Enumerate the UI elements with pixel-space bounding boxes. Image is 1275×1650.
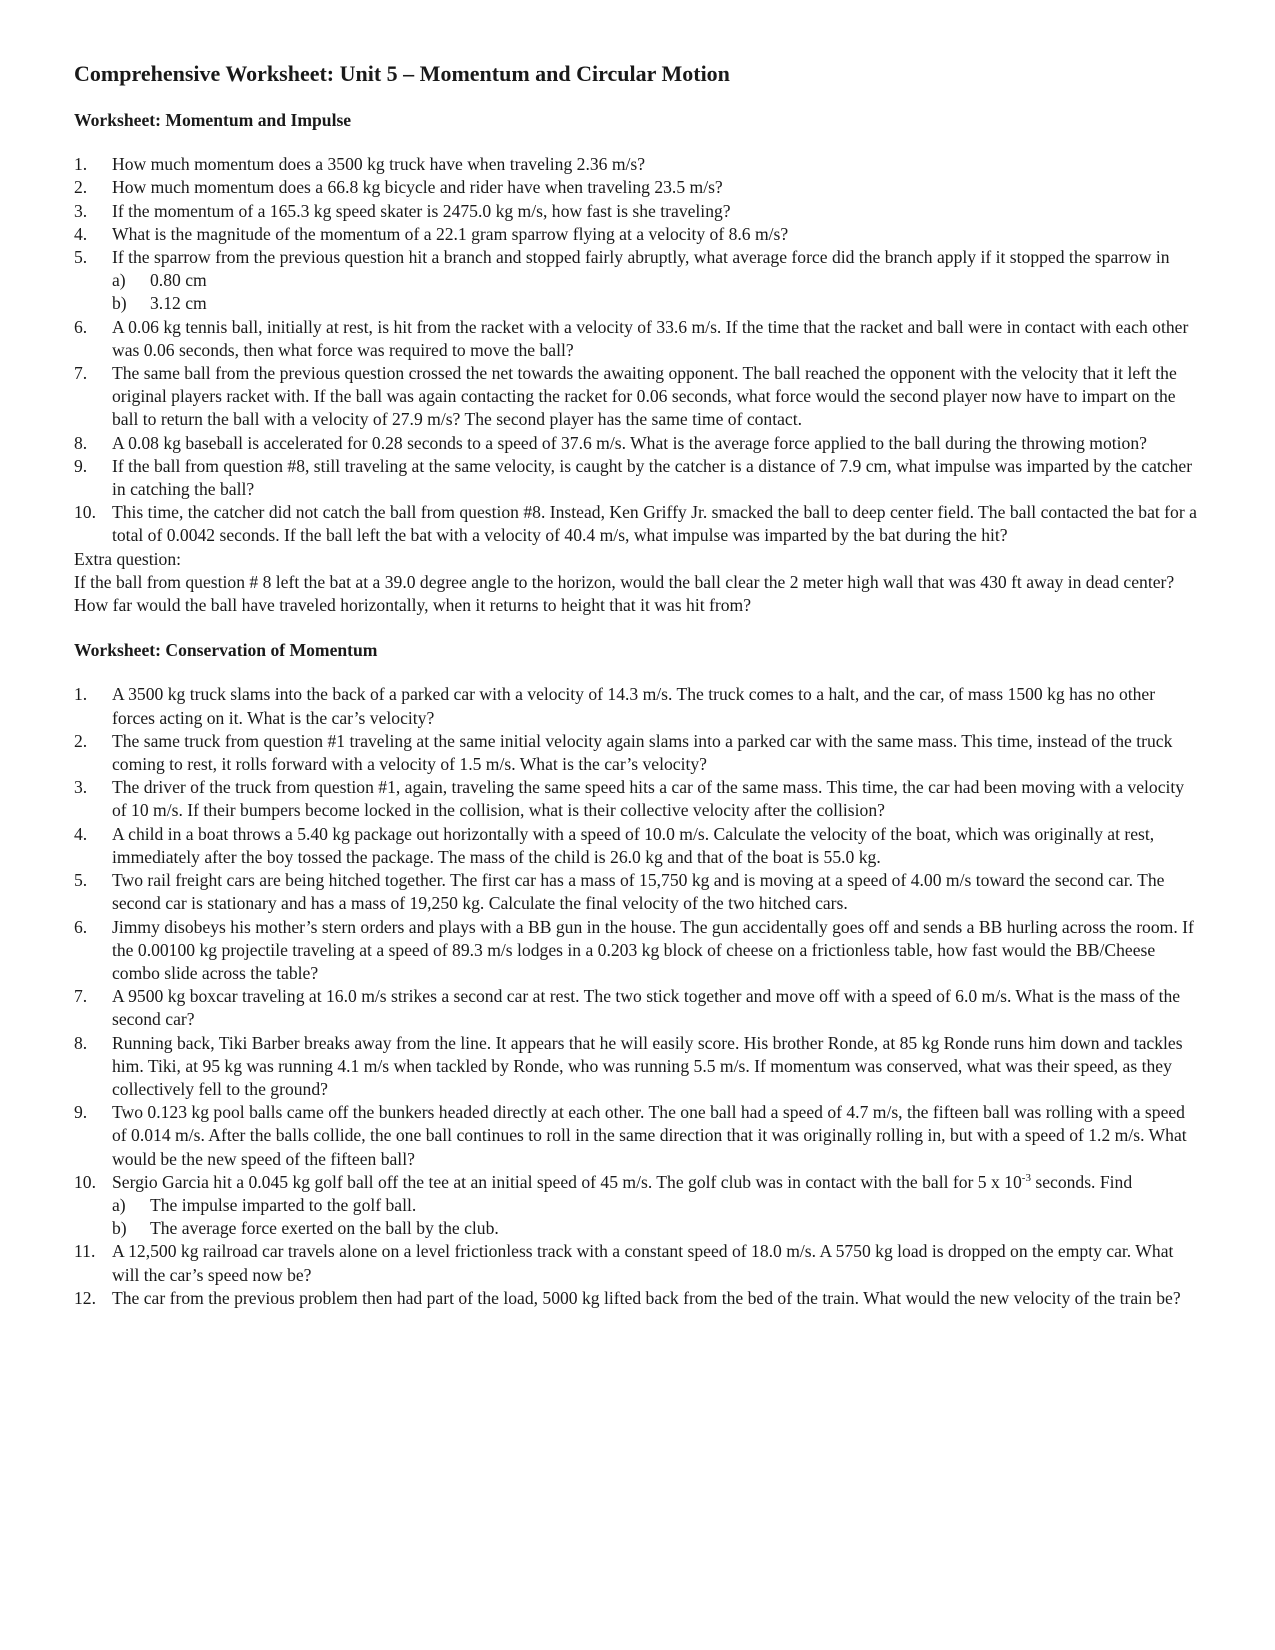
question-text: A 0.06 kg tennis ball, initially at rest, is hit from the racket with a velocity of 33.6 m/s. If the time that the racket and ball were in contact with each other was 0.06 seconds, then what force was required to move the ball? bbox=[112, 316, 1189, 360]
sub-question-label: b) bbox=[112, 1218, 127, 1239]
worksheet-content bbox=[74, 60, 1199, 1310]
question-number: 7. bbox=[74, 363, 88, 384]
question-number: 9. bbox=[74, 455, 88, 476]
question-text: The car from the previous problem then had part of the load, 5000 kg lifted back from the bed of the train. What would the new velocity of the train be? bbox=[112, 1287, 1181, 1308]
question-number: 4. bbox=[74, 823, 88, 844]
question-number: 5. bbox=[74, 870, 88, 891]
question-item bbox=[74, 730, 1199, 776]
question-item bbox=[74, 316, 1199, 362]
question-number: 7. bbox=[74, 986, 88, 1007]
sub-question-label: a) bbox=[112, 270, 126, 291]
extra-question-label: Extra question: bbox=[74, 548, 182, 569]
question-number: 2. bbox=[74, 177, 88, 198]
question-number: 1. bbox=[74, 154, 88, 175]
question-text: seconds. Find bbox=[1030, 1171, 1133, 1192]
question-number: 6. bbox=[74, 316, 88, 337]
sub-question-item bbox=[112, 1194, 1199, 1217]
question-item bbox=[74, 246, 1199, 316]
question-number: 2. bbox=[74, 730, 88, 751]
question-item bbox=[74, 1101, 1199, 1171]
question-text: A 3500 kg truck slams into the back of a parked car with a velocity of 14.3 m/s. The truck comes to a halt, and the car, of mass 1500 kg has no other forces acting on it. What is the car’s velocity? bbox=[112, 684, 1156, 728]
sub-question-text: The average force exerted on the ball by the club. bbox=[150, 1218, 499, 1239]
question-text: If the sparrow from the previous question hit a branch and stopped fairly abruptly, what average force did the branch apply if it stopped the sparrow in bbox=[112, 247, 1170, 268]
question-number: 4. bbox=[74, 223, 88, 244]
question-item bbox=[74, 1240, 1199, 1286]
page-title: Comprehensive Worksheet: Unit 5 – Momentum and Circular Motion bbox=[74, 61, 730, 86]
question-number: 8. bbox=[74, 1032, 88, 1053]
sub-question-item bbox=[112, 292, 1199, 315]
question-item bbox=[74, 916, 1199, 986]
question-item bbox=[74, 1287, 1199, 1310]
question-text: If the momentum of a 165.3 kg speed skater is 2475.0 kg m/s, how fast is she traveling? bbox=[112, 200, 731, 221]
sub-question-text: The impulse imparted to the golf ball. bbox=[150, 1194, 417, 1215]
question-text: The driver of the truck from question #1, again, traveling the same speed hits a car of the same mass. This time, the car had been moving with a velocity of 10 m/s. If their bumpers become locked in the collision, what is their collective velocity after the collision? bbox=[112, 777, 1185, 821]
question-text: Jimmy disobeys his mother’s stern orders and plays with a BB gun in the house. The gun accidentally goes off and sends a BB hurling across the room. If the 0.00100 kg projectile traveling at a speed of 89.3 m/s lodges in a 0.203 kg block of cheese on a frictionless table, how fast would the BB/Cheese combo slide across the table? bbox=[112, 916, 1194, 983]
question-item bbox=[74, 683, 1199, 729]
question-item bbox=[74, 501, 1199, 547]
sub-question-item bbox=[112, 269, 1199, 292]
sub-question-text: 3.12 cm bbox=[150, 293, 207, 314]
question-text: Two 0.123 kg pool balls came off the bunkers headed directly at each other. The one ball had a speed of 4.7 m/s, the fifteen ball was rolling with a speed of 0.014 m/s. After the balls collide, the one ball continues to roll in the same direction that it was originally rolling in, but with a speed of 1.2 m/s. What would be the new speed of the fifteen ball? bbox=[112, 1102, 1187, 1169]
section-heading-momentum-impulse: Worksheet: Momentum and Impulse bbox=[74, 110, 352, 130]
question-number: 10. bbox=[74, 502, 96, 523]
question-item bbox=[74, 1171, 1199, 1241]
sub-question-label: b) bbox=[112, 293, 127, 314]
question-text: Sergio Garcia hit a 0.045 kg golf ball off the tee at an initial speed of 45 m/s. The golf club was in contact with the ball for 5 x 10 bbox=[112, 1171, 1022, 1192]
question-text: The same ball from the previous question crossed the net towards the awaiting opponent. The ball reached the opponent with the velocity that it left the original players racket with. If the ball was again contacting the racket for 0.06 seconds, what force would the second player now have to impart on the ball to return the ball with a velocity of 27.9 m/s? The second player has the same time of contact. bbox=[112, 363, 1177, 430]
extra-question-text: If the ball from question # 8 left the bat at a 39.0 degree angle to the horizon, would the ball clear the 2 meter high wall that was 430 ft away in dead center? How far would the ball have traveled horizontally, when it returns to height that it was hit from? bbox=[74, 571, 1175, 616]
question-number: 5. bbox=[74, 247, 88, 268]
question-item bbox=[74, 153, 1199, 176]
question-text: A 12,500 kg railroad car travels alone on a level frictionless track with a constant speed of 18.0 m/s. A 5750 kg load is dropped on the empty car. What will the car’s speed now be? bbox=[112, 1241, 1174, 1285]
question-number: 1. bbox=[74, 684, 88, 705]
question-number: 3. bbox=[74, 777, 88, 798]
question-item bbox=[74, 869, 1199, 915]
question-text: Running back, Tiki Barber breaks away from the line. It appears that he will easily score. His brother Ronde, at 85 kg Ronde runs him down and tackles him. Tiki, at 95 kg was running 4.1 m/s when tackled by Ronde, who was running 5.5 m/s. If momentum was conserved, what was their speed, as they collectively fell to the ground? bbox=[112, 1032, 1183, 1099]
question-text: Two rail freight cars are being hitched together. The first car has a mass of 15,750 kg and is moving at a speed of 4.00 m/s toward the second car. The second car is stationary and has a mass of 19,250 kg. Calculate the final velocity of the two hitched cars. bbox=[112, 870, 1165, 914]
question-item bbox=[74, 176, 1199, 199]
question-text: How much momentum does a 66.8 kg bicycle and rider have when traveling 23.5 m/s? bbox=[112, 177, 723, 198]
question-item bbox=[74, 776, 1199, 822]
sub-question-item bbox=[112, 1217, 1199, 1240]
question-number: 6. bbox=[74, 916, 88, 937]
question-list-conservation bbox=[74, 683, 1199, 1309]
question-text: A child in a boat throws a 5.40 kg package out horizontally with a speed of 10.0 m/s. Calculate the velocity of the boat, which was originally at rest, immediately after the boy tossed the package. The mass of the child is 26.0 kg and that of the boat is 55.0 kg. bbox=[112, 823, 1155, 867]
question-text: The same truck from question #1 traveling at the same initial velocity again slams into a parked car with the same mass. This time, instead of the truck coming to rest, it rolls forward with a velocity of 1.5 m/s. What is the car’s velocity? bbox=[112, 730, 1173, 775]
sub-question-list bbox=[112, 269, 1199, 315]
question-number: 3. bbox=[74, 200, 88, 221]
question-list-momentum-impulse bbox=[74, 153, 1199, 547]
question-item bbox=[74, 432, 1199, 455]
question-text: What is the magnitude of the momentum of a 22.1 gram sparrow flying at a velocity of 8.6 m/s? bbox=[112, 223, 789, 244]
question-text: How much momentum does a 3500 kg truck have when traveling 2.36 m/s? bbox=[112, 154, 646, 175]
question-number: 11. bbox=[74, 1241, 96, 1262]
question-item bbox=[74, 823, 1199, 869]
question-item bbox=[74, 455, 1199, 501]
question-item bbox=[74, 1032, 1199, 1102]
question-text: A 9500 kg boxcar traveling at 16.0 m/s strikes a second car at rest. The two stick together and move off with a speed of 6.0 m/s. What is the mass of the second car? bbox=[112, 986, 1181, 1030]
question-superscript: -3 bbox=[1021, 1171, 1031, 1184]
question-item bbox=[74, 362, 1199, 432]
question-text: A 0.08 kg baseball is accelerated for 0.28 seconds to a speed of 37.6 m/s. What is the average force applied to the ball during the throwing motion? bbox=[112, 432, 1147, 453]
sub-question-text: 0.80 cm bbox=[150, 270, 207, 291]
question-text: If the ball from question #8, still traveling at the same velocity, is caught by the catcher is a distance of 7.9 cm, what impulse was imparted by the catcher in catching the ball? bbox=[112, 455, 1193, 500]
question-item bbox=[74, 200, 1199, 223]
question-number: 10. bbox=[74, 1171, 96, 1192]
sub-question-label: a) bbox=[112, 1194, 126, 1215]
question-item bbox=[74, 985, 1199, 1031]
question-number: 9. bbox=[74, 1102, 88, 1123]
question-item bbox=[74, 223, 1199, 246]
question-number: 12. bbox=[74, 1287, 96, 1308]
question-text: This time, the catcher did not catch the ball from question #8. Instead, Ken Griffy Jr. smacked the ball to deep center field. The ball contacted the bat for a total of 0.0042 seconds. If the ball left the bat with a velocity of 40.4 m/s, what impulse was imparted by the bat during the hit? bbox=[112, 502, 1197, 546]
sub-question-list bbox=[112, 1194, 1199, 1240]
section-heading-conservation: Worksheet: Conservation of Momentum bbox=[74, 640, 378, 661]
question-number: 8. bbox=[74, 432, 88, 453]
